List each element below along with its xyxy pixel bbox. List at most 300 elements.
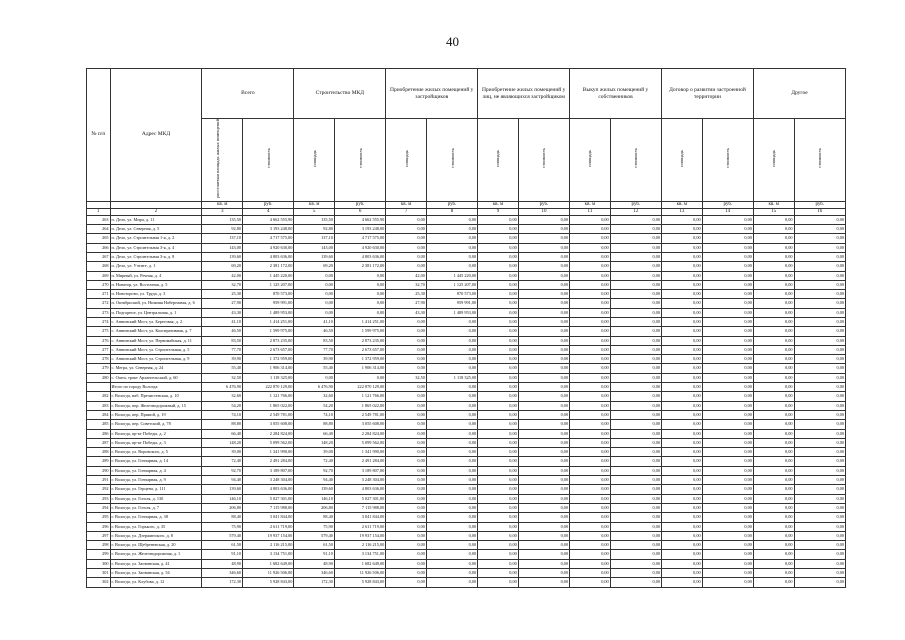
value-cell: 0,00	[570, 383, 611, 392]
value-cell: 0,00	[702, 420, 753, 429]
value-cell: 0,00	[518, 485, 569, 494]
subheader-area: площадь	[478, 119, 519, 202]
value-cell: 66,40	[294, 429, 335, 438]
value-cell: 0,00	[702, 410, 753, 419]
value-cell: 0,00	[702, 503, 753, 512]
value-cell: 3 189 807,00	[334, 466, 385, 475]
value-cell: 0,00	[518, 541, 569, 550]
value-cell: 0,00	[662, 457, 703, 466]
value-cell: 0,00	[386, 559, 427, 568]
value-cell: 0,00	[518, 383, 569, 392]
value-cell: 0,00	[610, 466, 661, 475]
value-cell: 0,00	[753, 373, 794, 382]
table-row	[87, 578, 846, 587]
value-cell: 0,00	[386, 457, 427, 466]
value-cell: 0,00	[702, 531, 753, 540]
table-row	[87, 494, 846, 503]
address-cell: г. Вологда, наб. Пречистенская, д. 10	[110, 392, 202, 401]
value-cell: 0,00	[570, 410, 611, 419]
address-cell: п. Подгорное, ул. Центральная, д. 1	[110, 308, 202, 317]
value-cell: 0,00	[334, 299, 385, 308]
value-cell: 0,00	[662, 392, 703, 401]
value-cell: 1 906 314,00	[334, 364, 385, 373]
value-cell: 0,00	[570, 327, 611, 336]
row-number-cell: 266	[87, 243, 111, 252]
value-cell: 0,00	[753, 569, 794, 578]
value-cell: 1 599 975,00	[243, 327, 294, 336]
value-cell: 0,00	[294, 290, 335, 299]
header-group-total: Всего	[202, 69, 294, 119]
value-cell: 0,00	[753, 225, 794, 234]
value-cell: 0,00	[610, 559, 661, 568]
column-number-cell: 13	[662, 208, 703, 215]
value-cell: 0,00	[478, 243, 519, 252]
value-cell: 2 673 657,00	[334, 345, 385, 354]
value-cell: 0,00	[294, 299, 335, 308]
value-cell: 0,00	[610, 234, 661, 243]
value-cell: 0,00	[794, 503, 845, 512]
value-cell: 0,00	[426, 383, 477, 392]
value-cell: 77,70	[294, 345, 335, 354]
value-cell: 206,80	[294, 503, 335, 512]
value-cell: 0,00	[702, 299, 753, 308]
value-cell: 0,00	[426, 438, 477, 447]
row-number-cell: 295	[87, 513, 111, 522]
value-cell: 2 381 172,00	[334, 262, 385, 271]
value-cell: 0,00	[570, 243, 611, 252]
value-cell: 0,00	[478, 410, 519, 419]
row-number-cell: 274	[87, 317, 111, 326]
value-cell: 0,00	[386, 225, 427, 234]
value-cell: 7 115 988,00	[334, 503, 385, 512]
value-cell: 0,00	[478, 522, 519, 531]
value-cell: 2 873 235,00	[334, 336, 385, 345]
value-cell: 39,00	[294, 448, 335, 457]
address-cell: с. Ошта, тракт Архангельский, д. 60	[110, 373, 202, 382]
value-cell: 0,00	[570, 234, 611, 243]
value-cell: 4 717 575,00	[243, 234, 294, 243]
units-blank-cell	[87, 201, 111, 208]
value-cell: 2 549 781,00	[334, 410, 385, 419]
value-cell: 0,00	[610, 494, 661, 503]
value-cell: 48,90	[294, 559, 335, 568]
subheader-cost: стоимость	[794, 119, 845, 202]
value-cell: 41,10	[294, 317, 335, 326]
address-cell: г. Вологда, ул. Гончарная, д. 4	[110, 466, 202, 475]
column-number-cell: 1	[87, 208, 111, 215]
value-cell: 0,00	[518, 225, 569, 234]
table-body	[87, 201, 846, 587]
value-cell: 1 121 766,00	[334, 392, 385, 401]
value-cell: 1 118 325,00	[243, 373, 294, 382]
address-cell: г. Вологда, ул. Щебреневская, д. 20	[110, 541, 202, 550]
total-row	[87, 383, 846, 392]
column-number-cell: 5	[294, 208, 335, 215]
value-cell: 0,00	[702, 438, 753, 447]
value-cell: 0,00	[662, 466, 703, 475]
value-cell: 25,30	[202, 290, 243, 299]
value-cell: 0,00	[518, 280, 569, 289]
value-cell: 139,60	[202, 252, 243, 261]
value-cell: 0,00	[662, 383, 703, 392]
value-cell: 0,00	[518, 299, 569, 308]
value-cell: 0,00	[753, 513, 794, 522]
address-cell: г. Вологда, пр-кт Победы, д. 2	[110, 429, 202, 438]
value-cell: 0,00	[794, 494, 845, 503]
value-cell: 139,60	[294, 252, 335, 261]
value-cell: 0,00	[753, 438, 794, 447]
address-cell: с. Аннинский Мост, ул. Береговая, д. 2	[110, 317, 202, 326]
value-cell: 0,00	[478, 299, 519, 308]
value-cell: 2 116 215,00	[334, 541, 385, 550]
value-cell: 0,00	[794, 317, 845, 326]
value-cell: 0,00	[570, 531, 611, 540]
value-cell: 0,00	[753, 503, 794, 512]
value-cell: 0,00	[518, 420, 569, 429]
row-number-cell: 285	[87, 420, 111, 429]
value-cell: 1 489 953,00	[426, 308, 477, 317]
value-cell: 0,00	[610, 252, 661, 261]
value-cell: 0,00	[610, 420, 661, 429]
value-cell: 0,00	[570, 336, 611, 345]
value-cell: 83,50	[294, 336, 335, 345]
value-cell: 1 414 251,00	[334, 317, 385, 326]
value-cell: 0,00	[794, 569, 845, 578]
value-cell: 0,00	[794, 448, 845, 457]
value-cell: 11 926 506,00	[243, 569, 294, 578]
address-cell: п. Дело, ул. Учтите, д. 1	[110, 262, 202, 271]
value-cell: 1 489 953,00	[243, 308, 294, 317]
value-cell: 0,00	[702, 373, 753, 382]
value-cell: 0,00	[662, 299, 703, 308]
value-cell: 0,00	[610, 401, 661, 410]
value-cell: 0,00	[702, 466, 753, 475]
value-cell: 0,00	[478, 317, 519, 326]
row-number-cell: 268	[87, 262, 111, 271]
column-number-cell: 9	[478, 208, 519, 215]
value-cell: 54,20	[294, 401, 335, 410]
value-cell: 0,00	[610, 373, 661, 382]
value-cell: 0,00	[794, 578, 845, 587]
value-cell: 0,00	[570, 252, 611, 261]
value-cell: 0,00	[426, 252, 477, 261]
value-cell: 46,50	[294, 327, 335, 336]
value-cell: 0,00	[753, 531, 794, 540]
value-cell: 0,00	[478, 383, 519, 392]
value-cell: 32,50	[386, 373, 427, 382]
value-cell: 0,00	[570, 345, 611, 354]
row-number-cell: 263	[87, 215, 111, 224]
value-cell: 0,00	[426, 541, 477, 550]
value-cell: 0,00	[794, 336, 845, 345]
value-cell: 91,10	[294, 550, 335, 559]
row-number-cell: 284	[87, 410, 111, 419]
table-row	[87, 234, 846, 243]
value-cell: 1 125 207,00	[243, 280, 294, 289]
value-cell: 2 611 719,00	[334, 522, 385, 531]
value-cell: 94,40	[202, 476, 243, 485]
value-cell: 0,00	[753, 355, 794, 364]
value-cell: 19 937 154,00	[334, 531, 385, 540]
unit-cell: кв. м	[202, 201, 243, 208]
table-row	[87, 569, 846, 578]
value-cell: 0,00	[753, 364, 794, 373]
table-row	[87, 299, 846, 308]
value-cell: 0,00	[702, 345, 753, 354]
value-cell: 0,00	[610, 225, 661, 234]
value-cell: 0,00	[794, 225, 845, 234]
value-cell: 0,00	[794, 513, 845, 522]
value-cell: 1 125 207,00	[426, 280, 477, 289]
value-cell: 0,00	[426, 522, 477, 531]
value-cell: 0,00	[662, 373, 703, 382]
value-cell: 69,20	[294, 262, 335, 271]
value-cell: 48,90	[202, 559, 243, 568]
value-cell: 0,00	[702, 448, 753, 457]
address-cell: г. Вологда, ул. Клубова, д. 12	[110, 578, 202, 587]
value-cell: 0,00	[662, 290, 703, 299]
value-cell: 0,00	[753, 559, 794, 568]
value-cell: 0,00	[478, 336, 519, 345]
value-cell: 0,00	[478, 327, 519, 336]
value-cell: 0,00	[753, 383, 794, 392]
value-cell: 3 055 608,00	[243, 420, 294, 429]
value-cell: 0,00	[794, 355, 845, 364]
value-cell: 0,00	[386, 317, 427, 326]
value-cell: 0,00	[426, 494, 477, 503]
value-cell: 0,00	[794, 438, 845, 447]
value-cell: 83,50	[202, 336, 243, 345]
value-cell: 0,00	[518, 243, 569, 252]
value-cell: 1 372 959,00	[243, 355, 294, 364]
value-cell: 0,00	[518, 559, 569, 568]
value-cell: 0,00	[478, 503, 519, 512]
value-cell: 0,00	[518, 429, 569, 438]
value-cell: 0,00	[662, 401, 703, 410]
value-cell: 0,00	[386, 383, 427, 392]
value-cell: 1 682 649,00	[334, 559, 385, 568]
value-cell: 0,00	[426, 513, 477, 522]
value-cell: 2 611 719,00	[243, 522, 294, 531]
table-row	[87, 290, 846, 299]
value-cell: 3 193 248,00	[334, 225, 385, 234]
value-cell: 0,00	[610, 522, 661, 531]
value-cell: 0,00	[610, 355, 661, 364]
value-cell: 1 865 022,00	[243, 401, 294, 410]
value-cell: 0,00	[518, 550, 569, 559]
column-number-cell: 7	[386, 208, 427, 215]
header-no: № п/п	[87, 69, 111, 202]
value-cell: 0,00	[610, 410, 661, 419]
value-cell: 0,00	[518, 503, 569, 512]
value-cell: 0,00	[662, 485, 703, 494]
value-cell: 5 099 562,00	[334, 438, 385, 447]
unit-cell: кв. м	[386, 201, 427, 208]
value-cell: 0,00	[662, 494, 703, 503]
value-cell: 0,00	[702, 569, 753, 578]
value-cell: 0,00	[518, 569, 569, 578]
value-cell: 206,80	[202, 503, 243, 512]
value-cell: 0,00	[610, 531, 661, 540]
value-cell: 0,00	[334, 308, 385, 317]
value-cell: 0,00	[702, 401, 753, 410]
value-cell: 0,00	[610, 503, 661, 512]
value-cell: 0,00	[386, 410, 427, 419]
table-row	[87, 392, 846, 401]
value-cell: 0,00	[610, 438, 661, 447]
header-group-buyout: Выкуп жилых помещений у собственников	[570, 69, 662, 119]
unit-cell: кв. м	[662, 201, 703, 208]
value-cell: 0,00	[426, 401, 477, 410]
value-cell: 0,00	[478, 420, 519, 429]
value-cell: 0,00	[662, 522, 703, 531]
value-cell: 88,80	[202, 420, 243, 429]
value-cell: 0,00	[426, 327, 477, 336]
value-cell: 0,00	[478, 578, 519, 587]
table-row	[87, 364, 846, 373]
value-cell: 0,00	[386, 364, 427, 373]
value-cell: 0,00	[426, 364, 477, 373]
value-cell: 0,00	[518, 373, 569, 382]
value-cell: 0,00	[662, 271, 703, 280]
table-row	[87, 271, 846, 280]
value-cell: 0,00	[334, 271, 385, 280]
value-cell: 32,70	[386, 280, 427, 289]
value-cell: 0,00	[702, 280, 753, 289]
value-cell: 0,00	[570, 262, 611, 271]
subheader-total-area: расселяемая площадь жилых помещений	[202, 119, 243, 202]
value-cell: 0,00	[426, 503, 477, 512]
table-row	[87, 550, 846, 559]
header-address: Адрес МКД	[110, 69, 202, 202]
value-cell: 66,40	[202, 429, 243, 438]
value-cell: 0,00	[702, 271, 753, 280]
value-cell: 0,00	[570, 308, 611, 317]
value-cell: 0,00	[610, 541, 661, 550]
value-cell: 0,00	[386, 522, 427, 531]
value-cell: 0,00	[662, 476, 703, 485]
value-cell: 0,00	[570, 438, 611, 447]
value-cell: 0,00	[294, 308, 335, 317]
value-cell: 0,00	[610, 317, 661, 326]
address-cell: г. Вологда, ул. Железнодорожная, д. 1	[110, 550, 202, 559]
address-cell: п. Дело, ул. Строительная 3-я, д. 8	[110, 252, 202, 261]
value-cell: 0,00	[426, 429, 477, 438]
table-row	[87, 513, 846, 522]
value-cell: 0,00	[518, 345, 569, 354]
value-cell: 0,00	[662, 569, 703, 578]
value-cell: 0,00	[426, 485, 477, 494]
units-row	[87, 201, 846, 208]
address-cell: г. Вологда, пр-кт Победы, д. 3	[110, 438, 202, 447]
value-cell: 74,10	[294, 410, 335, 419]
row-number-cell: 293	[87, 494, 111, 503]
value-cell: 0,00	[753, 345, 794, 354]
value-cell: 42,00	[202, 271, 243, 280]
subheader-area: площадь	[662, 119, 703, 202]
value-cell: 3 055 608,00	[334, 420, 385, 429]
value-cell: 0,00	[662, 317, 703, 326]
value-cell: 5 099 562,00	[243, 438, 294, 447]
value-cell: 0,00	[478, 262, 519, 271]
value-cell: 0,00	[794, 299, 845, 308]
value-cell: 0,00	[794, 234, 845, 243]
value-cell: 0,00	[570, 429, 611, 438]
value-cell: 0,00	[386, 541, 427, 550]
value-cell: 0,00	[426, 559, 477, 568]
value-cell: 0,00	[478, 513, 519, 522]
value-cell: 0,00	[426, 243, 477, 252]
value-cell: 3 041 844,00	[334, 513, 385, 522]
value-cell: 0,00	[794, 327, 845, 336]
value-cell: 0,00	[570, 280, 611, 289]
value-cell: 0,00	[610, 243, 661, 252]
value-cell: 0,00	[610, 290, 661, 299]
value-cell: 0,00	[794, 531, 845, 540]
value-cell: 0,00	[294, 373, 335, 382]
value-cell: 0,00	[753, 243, 794, 252]
value-cell: 0,00	[570, 215, 611, 224]
value-cell: 77,70	[202, 345, 243, 354]
value-cell: 143,00	[202, 243, 243, 252]
value-cell: 0,00	[478, 308, 519, 317]
value-cell: 148,20	[294, 438, 335, 447]
value-cell: 0,00	[702, 476, 753, 485]
value-cell: 0,00	[518, 513, 569, 522]
value-cell: 88,40	[294, 513, 335, 522]
value-cell: 0,00	[386, 355, 427, 364]
value-cell: 0,00	[478, 448, 519, 457]
row-number-cell: 277	[87, 345, 111, 354]
address-cell: п. Дело, ул. Северная, д. 5	[110, 225, 202, 234]
value-cell: 0,00	[518, 308, 569, 317]
value-cell: 3 189 807,00	[243, 466, 294, 475]
value-cell: 0,00	[702, 252, 753, 261]
value-cell: 0,00	[294, 271, 335, 280]
value-cell: 0,00	[753, 327, 794, 336]
value-cell: 0,00	[753, 410, 794, 419]
row-number-cell: 283	[87, 401, 111, 410]
value-cell: 0,00	[518, 522, 569, 531]
value-cell: 0,00	[662, 448, 703, 457]
value-cell: 0,00	[570, 513, 611, 522]
value-cell: 0,00	[794, 392, 845, 401]
value-cell: 959 991,00	[243, 299, 294, 308]
value-cell: 0,00	[702, 308, 753, 317]
row-number-cell	[87, 383, 111, 392]
value-cell: 0,00	[426, 448, 477, 457]
value-cell: 0,00	[426, 569, 477, 578]
table-row	[87, 531, 846, 540]
value-cell: 0,00	[426, 392, 477, 401]
value-cell: 6 476,90	[294, 383, 335, 392]
value-cell: 0,00	[518, 457, 569, 466]
subheader-area: площадь	[294, 119, 335, 202]
value-cell: 4 920 630,00	[243, 243, 294, 252]
value-cell: 0,00	[570, 364, 611, 373]
value-cell: 0,00	[478, 438, 519, 447]
table-row	[87, 327, 846, 336]
subheader-cost: стоимость	[702, 119, 753, 202]
unit-cell: руб.	[243, 201, 294, 208]
row-number-cell: 288	[87, 448, 111, 457]
value-cell: 0,00	[478, 569, 519, 578]
value-cell: 0,00	[753, 290, 794, 299]
value-cell: 0,00	[794, 541, 845, 550]
address-cell: п. Дело, ул. Строительная 1-я, д. 2	[110, 234, 202, 243]
value-cell: 0,00	[426, 355, 477, 364]
value-cell: 0,00	[478, 355, 519, 364]
